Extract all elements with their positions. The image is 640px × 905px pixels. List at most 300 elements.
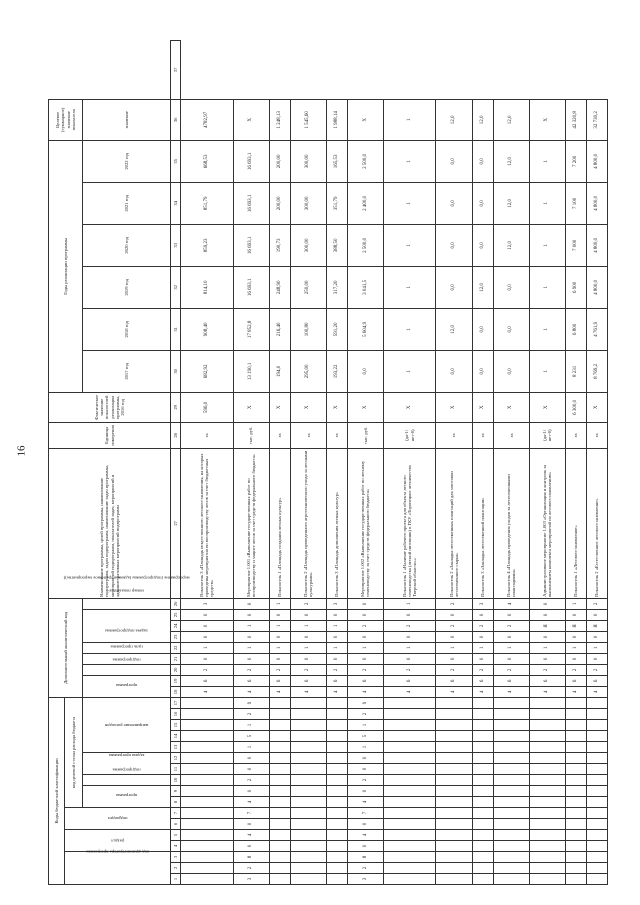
- column-number: 26: [171, 598, 181, 609]
- code-cell: [326, 731, 347, 742]
- code-cell: [586, 874, 607, 885]
- code-cell: 0: [436, 631, 472, 642]
- code-cell: [472, 753, 493, 764]
- code-cell: [493, 764, 529, 775]
- code-cell: [326, 764, 347, 775]
- row-year-value: 668,53: [181, 140, 234, 182]
- code-cell: [565, 786, 586, 797]
- code-cell: [529, 863, 565, 874]
- code-cell: [383, 720, 436, 731]
- code-cell: [290, 841, 326, 852]
- code-cell: 1: [383, 598, 436, 609]
- row-year-value: 12,0: [493, 140, 529, 182]
- code-cell: [269, 841, 290, 852]
- code-cell: [326, 841, 347, 852]
- code-cell: 4: [436, 686, 472, 697]
- row-year-value: 0,0: [493, 350, 529, 392]
- code-cell: 1: [383, 642, 436, 653]
- code-cell: [529, 731, 565, 742]
- header-target: Целевое (суммарное) значение показателя: [49, 99, 83, 140]
- code-cell: 1: [269, 620, 290, 631]
- code-cell: [383, 764, 436, 775]
- row-year-value: 17 852,8: [233, 308, 269, 350]
- code-cell: 0: [586, 653, 607, 664]
- code-cell: 0: [347, 653, 383, 664]
- code-cell: [586, 720, 607, 731]
- code-cell: [269, 742, 290, 753]
- row-year-value: 388,50: [326, 224, 347, 266]
- code-cell: 2: [493, 620, 529, 631]
- row-target: 32 730,2: [586, 99, 607, 140]
- code-cell: 7: [233, 808, 269, 819]
- code-cell: 6: [347, 675, 383, 686]
- row-target: 1 545,60: [290, 99, 326, 140]
- code-cell: [181, 709, 234, 720]
- code-cell: 4: [529, 686, 565, 697]
- code-cell: 0: [586, 631, 607, 642]
- code-cell: 2: [586, 664, 607, 675]
- code-cell: 0: [347, 609, 383, 620]
- column-number: 7: [171, 808, 181, 819]
- code-cell: 4: [347, 686, 383, 697]
- code-cell: Я: [529, 620, 565, 631]
- code-cell: 1: [269, 598, 290, 609]
- code-cell: [436, 731, 472, 742]
- code-cell: [436, 808, 472, 819]
- code-cell: 1: [493, 642, 529, 653]
- code-cell: [181, 797, 234, 808]
- code-cell: [493, 731, 529, 742]
- code-cell: 6: [493, 675, 529, 686]
- row-year-value: 8 231: [565, 350, 586, 392]
- code-cell: 0: [436, 609, 472, 620]
- code-cell: 2: [269, 664, 290, 675]
- code-cell: 1: [326, 642, 347, 653]
- code-cell: 4: [347, 797, 383, 808]
- code-cell: [383, 797, 436, 808]
- row-year-value: 0,0: [436, 224, 472, 266]
- row-year-value: 0,0: [493, 308, 529, 350]
- code-cell: [326, 697, 347, 708]
- code-cell: [290, 731, 326, 742]
- header-year-2019: 2019 год: [83, 266, 171, 308]
- code-cell: [493, 775, 529, 786]
- header-podrazdel: подраздел: [65, 808, 171, 830]
- code-cell: 0: [529, 609, 565, 620]
- row-year-value: 4 800,0: [586, 140, 607, 182]
- code-cell: 2: [347, 709, 383, 720]
- row-target: 1 248,13: [269, 99, 290, 140]
- code-cell: [290, 753, 326, 764]
- code-cell: 0: [233, 753, 269, 764]
- code-cell: [472, 764, 493, 775]
- column-number: 2: [171, 863, 181, 874]
- code-cell: [586, 841, 607, 852]
- row-target: 12,0: [493, 99, 529, 140]
- code-cell: Я: [586, 620, 607, 631]
- row-unit: га: [436, 422, 472, 448]
- row-year-value: 1: [383, 140, 436, 182]
- code-cell: [326, 786, 347, 797]
- code-cell: 0: [326, 631, 347, 642]
- code-cell: [493, 808, 529, 819]
- row-year-value: 908,40: [181, 308, 234, 350]
- code-cell: [436, 786, 472, 797]
- code-cell: [472, 786, 493, 797]
- code-cell: [436, 709, 472, 720]
- code-cell: [493, 786, 529, 797]
- code-cell: [529, 819, 565, 830]
- row-year-value: 12,0: [493, 182, 529, 224]
- code-cell: 8: [347, 852, 383, 863]
- code-cell: 7: [347, 808, 383, 819]
- row-target: 1: [383, 99, 436, 140]
- code-cell: [269, 786, 290, 797]
- code-cell: [181, 753, 234, 764]
- row-year-value: 194,0: [269, 350, 290, 392]
- code-cell: 4: [493, 598, 529, 609]
- table-body: [181, 41, 608, 885]
- code-cell: [493, 797, 529, 808]
- code-cell: 1: [269, 642, 290, 653]
- code-cell: 4: [493, 686, 529, 697]
- code-cell: [326, 709, 347, 720]
- code-cell: 2: [233, 775, 269, 786]
- code-cell: [586, 753, 607, 764]
- column-number: 29: [171, 392, 181, 422]
- code-cell: [586, 819, 607, 830]
- row-year-value: 4 800,0: [586, 224, 607, 266]
- code-cell: [326, 819, 347, 830]
- code-cell: 0: [383, 653, 436, 664]
- table-row: [529, 41, 565, 885]
- code-cell: [472, 742, 493, 753]
- header-dop-indicator: номер показателя: [83, 598, 171, 609]
- code-cell: 0: [472, 653, 493, 664]
- code-cell: [529, 830, 565, 841]
- column-number: 11: [171, 764, 181, 775]
- row-year-value: 5 604,9: [347, 308, 383, 350]
- row-unit: га: [493, 422, 529, 448]
- row-name: Показатель 1 «Площадь создания лесных культур»: [269, 448, 290, 598]
- code-cell: [290, 874, 326, 885]
- code-cell: [383, 697, 436, 708]
- code-cell: [326, 808, 347, 819]
- code-cell: [586, 775, 607, 786]
- code-cell: 0: [347, 753, 383, 764]
- row-year-value: 200,00: [269, 140, 290, 182]
- code-cell: [383, 753, 436, 764]
- row-actual: Х: [347, 392, 383, 422]
- row-year-value: 1: [529, 350, 565, 392]
- row-unit: га: [269, 422, 290, 448]
- code-cell: [472, 808, 493, 819]
- code-cell: 1: [472, 642, 493, 653]
- code-cell: [436, 852, 472, 863]
- code-cell: 2: [347, 863, 383, 874]
- code-cell: 4: [233, 830, 269, 841]
- row-name: Мероприятие 1.001 «Выполнение государственных работ по воспроизводству и защите лесов за счет средств федерального бюджета»: [233, 448, 269, 598]
- code-cell: [565, 742, 586, 753]
- table-row: [233, 41, 269, 885]
- header-year-2017: 2017 год: [83, 350, 171, 392]
- code-cell: [269, 830, 290, 841]
- row-target: Х: [529, 99, 565, 140]
- code-cell: 0: [233, 609, 269, 620]
- code-cell: 0: [347, 764, 383, 775]
- code-cell: [436, 863, 472, 874]
- code-cell: 0: [347, 841, 383, 852]
- code-cell: 4: [269, 686, 290, 697]
- column-number: 32: [171, 266, 181, 308]
- code-cell: [290, 830, 326, 841]
- code-cell: 0: [290, 609, 326, 620]
- code-cell: 0: [290, 653, 326, 664]
- code-cell: 1: [233, 742, 269, 753]
- code-cell: 0: [586, 609, 607, 620]
- row-actual: Х: [269, 392, 290, 422]
- code-cell: 1: [181, 642, 234, 653]
- code-cell: 0: [233, 631, 269, 642]
- column-number: 16: [171, 709, 181, 720]
- code-cell: [269, 753, 290, 764]
- column-number: 33: [171, 224, 181, 266]
- table-row: [181, 41, 234, 885]
- code-cell: [493, 863, 529, 874]
- row-year-value: 1: [383, 350, 436, 392]
- row-year-value: 0,0: [472, 308, 493, 350]
- code-cell: [529, 786, 565, 797]
- row-actual: Х: [233, 392, 269, 422]
- code-cell: 1: [233, 642, 269, 653]
- row-year-value: 1: [529, 140, 565, 182]
- code-cell: 3: [181, 598, 234, 609]
- code-cell: 3: [472, 598, 493, 609]
- row-year-value: 0,0: [436, 350, 472, 392]
- code-cell: [472, 863, 493, 874]
- column-number: 31: [171, 308, 181, 350]
- code-cell: [181, 841, 234, 852]
- code-cell: [326, 830, 347, 841]
- code-cell: 1: [233, 620, 269, 631]
- row-year-value: 295,00: [290, 350, 326, 392]
- code-cell: [269, 709, 290, 720]
- code-cell: [493, 753, 529, 764]
- code-cell: [269, 720, 290, 731]
- code-cell: [586, 697, 607, 708]
- column-number: 25: [171, 609, 181, 620]
- code-cell: [436, 819, 472, 830]
- code-cell: [493, 697, 529, 708]
- header-year-2022: 2022 год: [83, 140, 171, 182]
- code-cell: [472, 841, 493, 852]
- code-cell: 2: [347, 620, 383, 631]
- code-cell: [493, 852, 529, 863]
- code-cell: [181, 731, 234, 742]
- code-cell: 0: [529, 653, 565, 664]
- code-cell: 1: [233, 720, 269, 731]
- code-cell: 4: [565, 686, 586, 697]
- code-cell: [565, 841, 586, 852]
- code-cell: 9: [347, 697, 383, 708]
- code-cell: Я: [565, 620, 586, 631]
- code-cell: 1: [290, 642, 326, 653]
- row-year-value: 814,10: [181, 266, 234, 308]
- row-name: Показатель 1 «Лесовосстановление»: [565, 448, 586, 598]
- code-cell: [493, 742, 529, 753]
- budget-program-table-sheet: [48, 40, 608, 885]
- column-number: 14: [171, 731, 181, 742]
- row-year-value: 0,0: [472, 140, 493, 182]
- code-cell: [383, 775, 436, 786]
- row-actual: Х: [436, 392, 472, 422]
- row-name: Показатель 1 «Наличие рабочего проекта для объекта лесного семеноводства (лесной питомник) в ГКУ «Торопецкое лесничество Тверской области»»: [383, 448, 436, 598]
- row-unit: тыс. руб.: [347, 422, 383, 448]
- row-year-value: 0,0: [472, 182, 493, 224]
- code-cell: 0: [181, 631, 234, 642]
- row-year-value: 12,0: [472, 266, 493, 308]
- row-year-value: 6 800: [565, 308, 586, 350]
- code-cell: 0: [181, 653, 234, 664]
- code-cell: [586, 786, 607, 797]
- column-number: 19: [171, 675, 181, 686]
- code-cell: [472, 720, 493, 731]
- code-cell: [565, 808, 586, 819]
- column-number: 3: [171, 852, 181, 863]
- code-cell: [326, 742, 347, 753]
- row-year-value: 7 000: [565, 224, 586, 266]
- code-cell: [493, 830, 529, 841]
- row-year-value: 1: [529, 308, 565, 350]
- table-row: [347, 41, 383, 885]
- code-cell: [436, 797, 472, 808]
- header-additional-code: Дополнительный аналитический код: [49, 598, 83, 697]
- code-cell: [565, 863, 586, 874]
- row-year-value: 16 693,1: [233, 140, 269, 182]
- code-cell: 4: [347, 830, 383, 841]
- code-cell: [493, 709, 529, 720]
- row-year-value: 0,0: [472, 350, 493, 392]
- code-cell: 4: [290, 686, 326, 697]
- code-cell: [326, 775, 347, 786]
- code-cell: [181, 874, 234, 885]
- header-subprogram: подпрограмма: [83, 775, 171, 786]
- column-numbers-row: [171, 41, 181, 885]
- row-year-value: 1: [529, 182, 565, 224]
- table-row: [269, 41, 290, 885]
- code-cell: 2: [233, 709, 269, 720]
- code-cell: [290, 819, 326, 830]
- code-cell: 0: [269, 653, 290, 664]
- code-cell: [565, 874, 586, 885]
- column-number: 24: [171, 620, 181, 631]
- code-cell: [565, 775, 586, 786]
- code-cell: 1: [290, 620, 326, 631]
- code-cell: 0: [472, 609, 493, 620]
- code-cell: [565, 753, 586, 764]
- code-cell: 0: [347, 598, 383, 609]
- column-number: 20: [171, 664, 181, 675]
- code-cell: [586, 764, 607, 775]
- header-admin-code: код администратора программы: [65, 852, 171, 885]
- row-actual: Х: [472, 392, 493, 422]
- code-cell: [529, 775, 565, 786]
- code-cell: [181, 764, 234, 775]
- row-year-value: 1: [529, 224, 565, 266]
- table-row: [290, 41, 326, 885]
- row-target: 42 320,8: [565, 99, 586, 140]
- code-cell: [181, 697, 234, 708]
- code-cell: 2: [472, 664, 493, 675]
- code-cell: 2: [383, 620, 436, 631]
- row-year-value: 1: [383, 224, 436, 266]
- code-cell: [586, 852, 607, 863]
- row-year-value: 859,23: [181, 224, 234, 266]
- row-year-value: 4 800,0: [586, 182, 607, 224]
- row-unit: тыс. руб.: [233, 422, 269, 448]
- code-cell: 0: [233, 764, 269, 775]
- row-year-value: 248,90: [269, 266, 290, 308]
- code-cell: [586, 742, 607, 753]
- code-cell: 0: [565, 609, 586, 620]
- code-cell: [529, 852, 565, 863]
- row-target: 1 988,14: [326, 99, 347, 140]
- row-year-value: 2 500,0: [347, 140, 383, 182]
- code-cell: 2: [436, 620, 472, 631]
- code-cell: 1: [436, 642, 472, 653]
- code-cell: [436, 753, 472, 764]
- column-number: 23: [171, 631, 181, 642]
- code-cell: [529, 753, 565, 764]
- code-cell: [290, 863, 326, 874]
- code-cell: [290, 742, 326, 753]
- code-cell: [181, 830, 234, 841]
- column-number: 30: [171, 350, 181, 392]
- row-year-value: 0,0: [472, 224, 493, 266]
- code-cell: [472, 852, 493, 863]
- row-unit: (да-1/ нет-0): [383, 422, 436, 448]
- row-target: 12,0: [472, 99, 493, 140]
- code-cell: [269, 874, 290, 885]
- code-cell: [383, 863, 436, 874]
- row-year-value: 193,22: [326, 350, 347, 392]
- code-cell: 0: [383, 631, 436, 642]
- header-program: программа: [83, 786, 171, 808]
- code-cell: [383, 841, 436, 852]
- code-cell: [472, 697, 493, 708]
- row-year-value: 7 100: [565, 182, 586, 224]
- header-dop-target: цель программы: [83, 653, 171, 664]
- code-cell: 4: [383, 686, 436, 697]
- header-direction: направление расходов: [83, 697, 171, 752]
- header-dop-measure: мероприятие (подпрограммы (административное мероприятие)): [83, 609, 171, 642]
- code-cell: [181, 819, 234, 830]
- code-cell: [493, 841, 529, 852]
- code-cell: [586, 797, 607, 808]
- code-cell: 6: [565, 675, 586, 686]
- code-cell: [269, 764, 290, 775]
- code-cell: 1: [347, 642, 383, 653]
- code-cell: [383, 808, 436, 819]
- code-cell: [326, 874, 347, 885]
- code-cell: [326, 852, 347, 863]
- row-year-value: 16 693,1: [233, 266, 269, 308]
- code-cell: [586, 808, 607, 819]
- code-cell: 2: [586, 598, 607, 609]
- row-name: Административное мероприятие 1.003 «Организация и контроль за выполнением комплекса мероприятий по лесовосстановлению»: [529, 448, 565, 598]
- header-unit: Единица измерения: [49, 422, 171, 448]
- row-year-value: 4 800,0: [586, 266, 607, 308]
